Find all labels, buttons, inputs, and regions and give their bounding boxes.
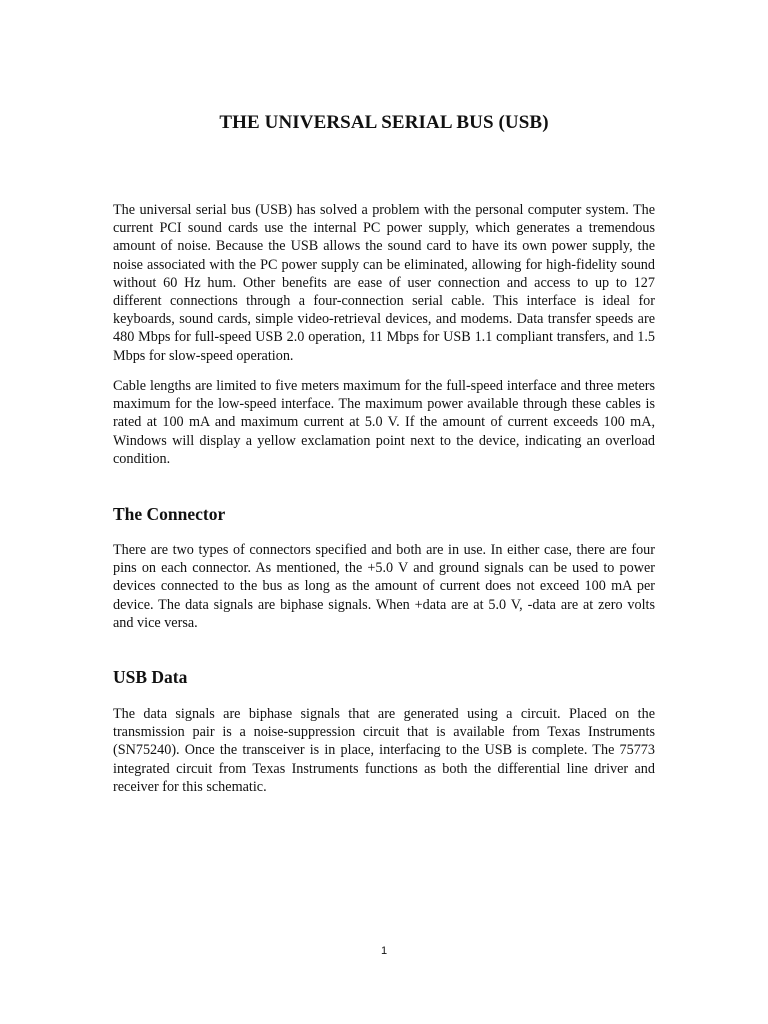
section-body-usb-data: The data signals are biphase signals that are generated using a circuit. Placed on the transmission pair is a noise-suppression circuit that is available from Texas Instruments (SN75240). Once the transceiver is in place, interfacing to the USB is complete. The 75773 integrated circuit from Texas Instruments functions as both the differential line driver and receiver for this schematic. — [113, 706, 655, 795]
section-body-connector: There are two types of connectors specified and both are in use. In either case, there are four pins on each connector. As mentioned, the +5.0 V and ground signals can be used to power devices connected to the bus as long as the amount of current does not exceed 100 mA per device. The data signals are biphase signals. When +data are at 5.0 V, -data are at zero volts and vice versa. — [113, 542, 655, 631]
page-number: 1 — [380, 945, 388, 957]
page-title: THE UNIVERSAL SERIAL BUS (USB) — [219, 112, 549, 133]
section-heading-usb-data: USB Data — [113, 667, 188, 687]
intro-paragraph-usb-overview: The universal serial bus (USB) has solved a problem with the personal computer system. The current PCI sound cards use the internal PC power supply, which generates a tremendous amount of noise. Because the USB allows the sound card to have its own power supply, the noise associated with the PC power supply can be eliminated, allowing for high-fidelity sound without 60 Hz hum. Other benefits are ease of user connection and access to up to 127 different connections through a four-connection serial cable. This interface is ideal for keyboards, sound cards, simple video-retrieval devices, and modems. Data transfer speeds are 480 Mbps for full-speed USB 2.0 operation, 11 Mbps for USB 1.1 compliant transfers, and 1.5 Mbps for slow-speed operation. — [113, 202, 655, 364]
section-heading-connector: The Connector — [113, 504, 226, 524]
intro-paragraph-cable-limits: Cable lengths are limited to five meters maximum for the full-speed interface and three meters maximum for the low-speed interface. The maximum power available through these cables is rated at 100 mA and maximum current at 5.0 V. If the amount of current exceeds 100 mA, Windows will display a yellow exclamation point next to the device, indicating an overload condition. — [113, 378, 655, 467]
